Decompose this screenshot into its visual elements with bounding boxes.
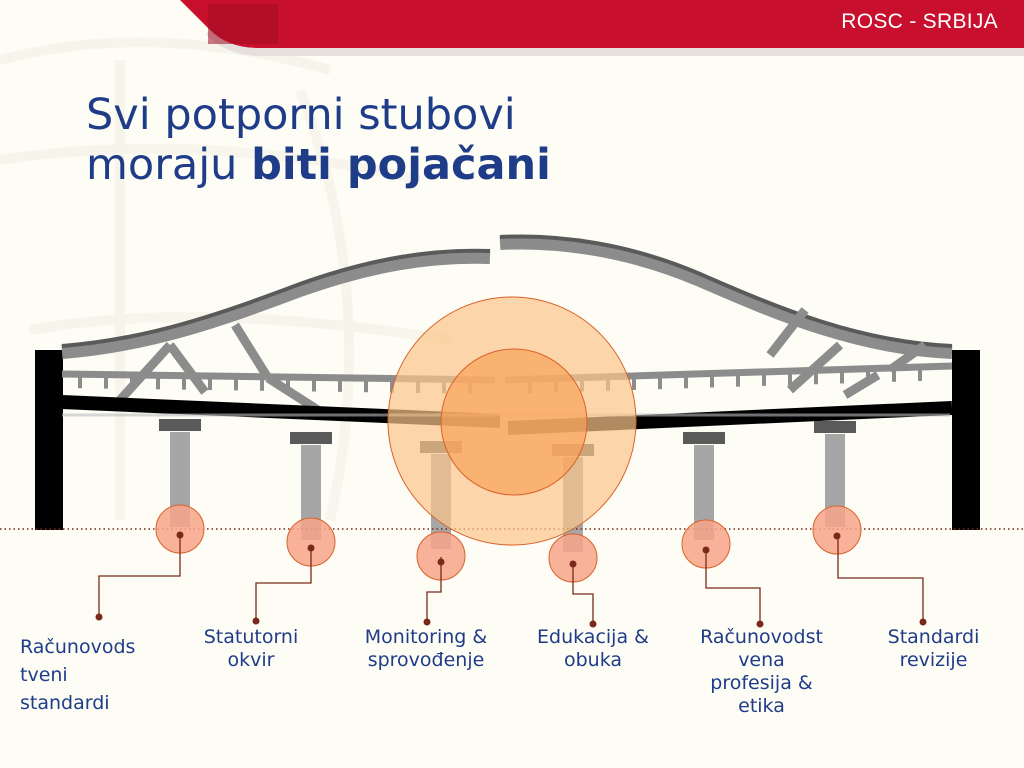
bridge-left-post bbox=[35, 350, 63, 530]
leader-line-end bbox=[424, 619, 431, 626]
header-pattern bbox=[208, 4, 278, 44]
pillar-cap bbox=[159, 419, 201, 431]
leader-line-end bbox=[253, 618, 260, 625]
highlight-inner-circle bbox=[441, 349, 587, 495]
header-title: ROSC - SRBIJA bbox=[841, 10, 998, 33]
pillar-cap bbox=[683, 432, 725, 444]
leader-line-end bbox=[920, 619, 927, 626]
leader-line-end bbox=[96, 614, 103, 621]
pillar-label-accounting-profession: Računovodst vena profesija & etika bbox=[700, 626, 823, 717]
pillar-label-monitoring: Monitoring & sprovođenje bbox=[364, 626, 488, 671]
slide-title-line2-bold: biti pojačani bbox=[251, 140, 551, 190]
bridge-right-post bbox=[952, 350, 980, 530]
slide-title-line1: Svi potporni stubovi bbox=[86, 90, 516, 140]
slide-title-line2-plain: moraju bbox=[86, 140, 252, 190]
pillar-label-audit-standards: Standardi revizije bbox=[887, 626, 980, 671]
pillar-cap bbox=[814, 421, 856, 433]
slide-title bbox=[86, 90, 551, 190]
slide-title-line2 bbox=[86, 140, 551, 190]
pillar-label-accounting-standards: Računovods tveni standardi bbox=[20, 636, 136, 714]
pillar-node bbox=[813, 506, 861, 554]
pillar-label-education: Edukacija & obuka bbox=[537, 626, 649, 671]
pillar-label-statutory-framework: Statutorni okvir bbox=[203, 626, 299, 671]
pillar-cap bbox=[290, 432, 332, 444]
pillar-node-dot bbox=[834, 533, 841, 540]
